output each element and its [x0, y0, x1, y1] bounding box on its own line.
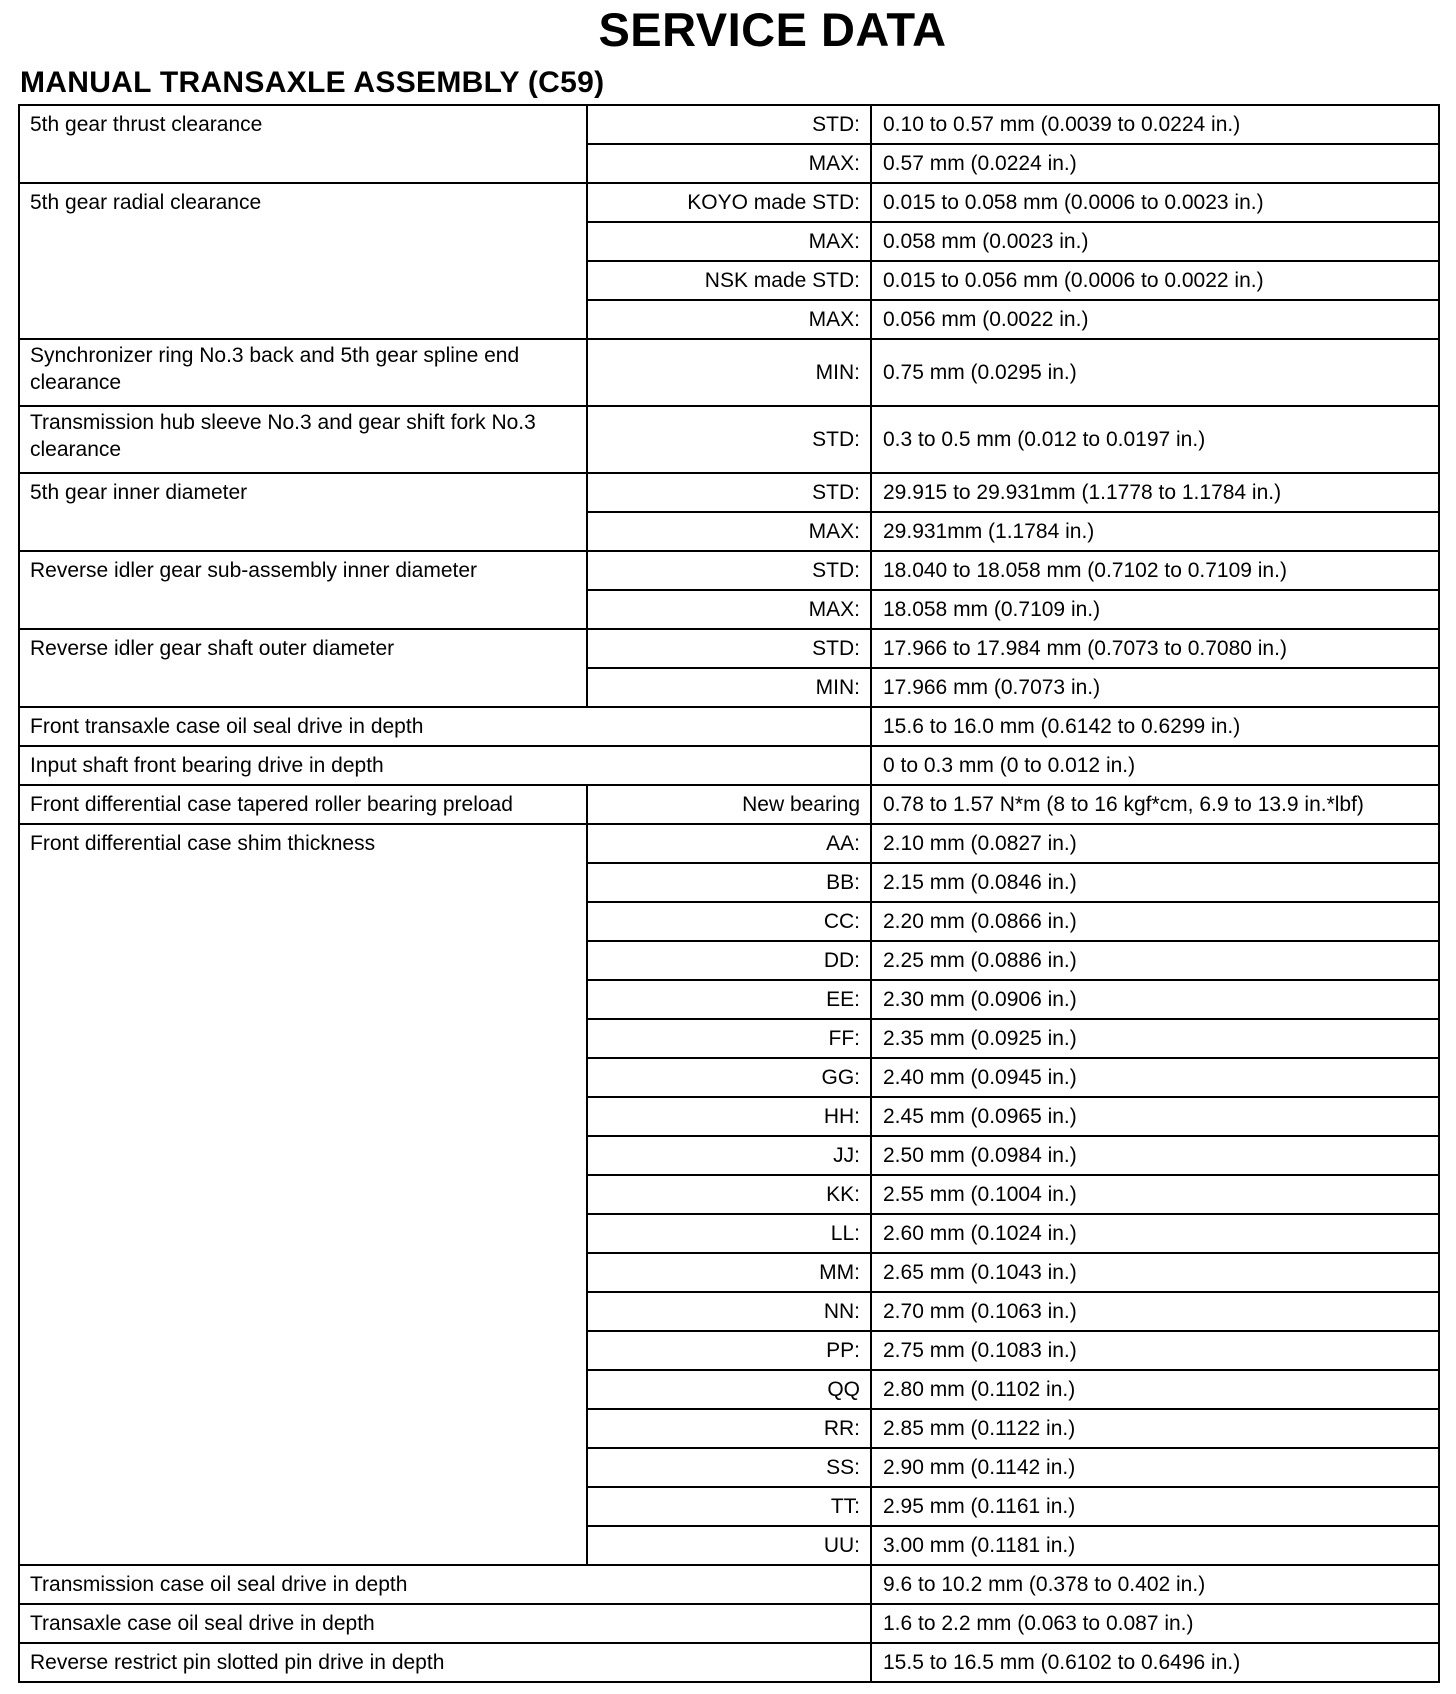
spec-item-name: Front differential case shim thickness: [19, 824, 587, 1565]
spec-item-name: Input shaft front bearing drive in depth: [19, 746, 871, 785]
spec-value: 0.57 mm (0.0224 in.): [871, 144, 1439, 183]
spec-value: 2.95 mm (0.1161 in.): [871, 1487, 1439, 1526]
spec-value: 15.5 to 16.5 mm (0.6102 to 0.6496 in.): [871, 1643, 1439, 1682]
table-row: [19, 629, 1439, 668]
spec-value: 2.55 mm (0.1004 in.): [871, 1175, 1439, 1214]
spec-condition: STD:: [587, 551, 871, 590]
spec-value: 2.30 mm (0.0906 in.): [871, 980, 1439, 1019]
spec-value: 2.60 mm (0.1024 in.): [871, 1214, 1439, 1253]
table-row: [19, 473, 1439, 512]
spec-value: 0 to 0.3 mm (0 to 0.012 in.): [871, 746, 1439, 785]
spec-condition: MAX:: [587, 300, 871, 339]
spec-condition: FF:: [587, 1019, 871, 1058]
spec-condition: MIN:: [587, 339, 871, 406]
spec-item-name: Reverse restrict pin slotted pin drive in depth: [19, 1643, 871, 1682]
spec-condition: SS:: [587, 1448, 871, 1487]
table-row: [19, 824, 1439, 863]
spec-value: 29.931mm (1.1784 in.): [871, 512, 1439, 551]
spec-value: 2.45 mm (0.0965 in.): [871, 1097, 1439, 1136]
spec-value: 0.78 to 1.57 N*m (8 to 16 kgf*cm, 6.9 to 13.9 in.*lbf): [871, 785, 1439, 824]
spec-value: 2.75 mm (0.1083 in.): [871, 1331, 1439, 1370]
spec-condition: STD:: [587, 629, 871, 668]
spec-condition: MAX:: [587, 512, 871, 551]
spec-condition: KK:: [587, 1175, 871, 1214]
spec-item-name: Reverse idler gear shaft outer diameter: [19, 629, 587, 707]
spec-condition: MAX:: [587, 222, 871, 261]
service-data-table: [18, 104, 1440, 1683]
spec-condition: EE:: [587, 980, 871, 1019]
spec-condition: CC:: [587, 902, 871, 941]
spec-value: 18.040 to 18.058 mm (0.7102 to 0.7109 in.): [871, 551, 1439, 590]
spec-value: 2.80 mm (0.1102 in.): [871, 1370, 1439, 1409]
spec-value: 17.966 to 17.984 mm (0.7073 to 0.7080 in.): [871, 629, 1439, 668]
spec-condition: UU:: [587, 1526, 871, 1565]
spec-condition: NN:: [587, 1292, 871, 1331]
spec-condition: KOYO made STD:: [587, 183, 871, 222]
spec-value: 18.058 mm (0.7109 in.): [871, 590, 1439, 629]
spec-condition: MAX:: [587, 144, 871, 183]
spec-condition: PP:: [587, 1331, 871, 1370]
spec-value: 2.50 mm (0.0984 in.): [871, 1136, 1439, 1175]
spec-value: 17.966 mm (0.7073 in.): [871, 668, 1439, 707]
spec-condition: MIN:: [587, 668, 871, 707]
table-row: [19, 707, 1439, 746]
section-title: MANUAL TRANSAXLE ASSEMBLY (C59): [20, 66, 605, 99]
spec-value: 0.75 mm (0.0295 in.): [871, 339, 1439, 406]
spec-condition: DD:: [587, 941, 871, 980]
spec-condition: HH:: [587, 1097, 871, 1136]
spec-item-name: Transmission case oil seal drive in depth: [19, 1565, 871, 1604]
spec-condition: MM:: [587, 1253, 871, 1292]
spec-value: 15.6 to 16.0 mm (0.6142 to 0.6299 in.): [871, 707, 1439, 746]
table-row: [19, 551, 1439, 590]
spec-value: 0.10 to 0.57 mm (0.0039 to 0.0224 in.): [871, 105, 1439, 144]
spec-value: 2.40 mm (0.0945 in.): [871, 1058, 1439, 1097]
spec-item-name: Front differential case tapered roller bearing preload: [19, 785, 587, 824]
spec-condition: QQ: [587, 1370, 871, 1409]
spec-value: 2.25 mm (0.0886 in.): [871, 941, 1439, 980]
spec-value: 2.65 mm (0.1043 in.): [871, 1253, 1439, 1292]
spec-item-name: Transmission hub sleeve No.3 and gear shift fork No.3 clearance: [19, 406, 587, 473]
spec-condition: AA:: [587, 824, 871, 863]
spec-value: 2.85 mm (0.1122 in.): [871, 1409, 1439, 1448]
spec-item-name: Transaxle case oil seal drive in depth: [19, 1604, 871, 1643]
table-row: [19, 1565, 1439, 1604]
spec-value: 0.056 mm (0.0022 in.): [871, 300, 1439, 339]
spec-condition: BB:: [587, 863, 871, 902]
spec-value: 29.915 to 29.931mm (1.1778 to 1.1784 in.): [871, 473, 1439, 512]
service-data-table-body: [19, 105, 1439, 1682]
spec-item-name: Synchronizer ring No.3 back and 5th gear spline end clearance: [19, 339, 587, 406]
spec-condition: RR:: [587, 1409, 871, 1448]
spec-item-name: 5th gear radial clearance: [19, 183, 587, 339]
spec-value: 2.70 mm (0.1063 in.): [871, 1292, 1439, 1331]
table-row: [19, 339, 1439, 406]
spec-condition: New bearing: [587, 785, 871, 824]
spec-item-name: 5th gear thrust clearance: [19, 105, 587, 183]
spec-value: 2.10 mm (0.0827 in.): [871, 824, 1439, 863]
spec-condition: JJ:: [587, 1136, 871, 1175]
page-title: SERVICE DATA: [598, 3, 947, 56]
spec-value: 3.00 mm (0.1181 in.): [871, 1526, 1439, 1565]
spec-value: 0.015 to 0.058 mm (0.0006 to 0.0023 in.): [871, 183, 1439, 222]
spec-item-name: Front transaxle case oil seal drive in depth: [19, 707, 871, 746]
table-row: [19, 105, 1439, 144]
spec-condition: MAX:: [587, 590, 871, 629]
spec-value: 2.90 mm (0.1142 in.): [871, 1448, 1439, 1487]
spec-value: 0.058 mm (0.0023 in.): [871, 222, 1439, 261]
spec-value: 2.20 mm (0.0866 in.): [871, 902, 1439, 941]
spec-value: 0.015 to 0.056 mm (0.0006 to 0.0022 in.): [871, 261, 1439, 300]
spec-value: 1.6 to 2.2 mm (0.063 to 0.087 in.): [871, 1604, 1439, 1643]
spec-condition: TT:: [587, 1487, 871, 1526]
spec-condition: LL:: [587, 1214, 871, 1253]
spec-condition: GG:: [587, 1058, 871, 1097]
spec-condition: STD:: [587, 473, 871, 512]
table-row: [19, 746, 1439, 785]
spec-item-name: 5th gear inner diameter: [19, 473, 587, 551]
spec-item-name: Reverse idler gear sub-assembly inner diameter: [19, 551, 587, 629]
spec-condition: STD:: [587, 406, 871, 473]
spec-value: 2.35 mm (0.0925 in.): [871, 1019, 1439, 1058]
table-row: [19, 406, 1439, 473]
spec-condition: NSK made STD:: [587, 261, 871, 300]
table-row: [19, 1604, 1439, 1643]
spec-condition: STD:: [587, 105, 871, 144]
table-row: [19, 183, 1439, 222]
spec-value: 9.6 to 10.2 mm (0.378 to 0.402 in.): [871, 1565, 1439, 1604]
spec-value: 2.15 mm (0.0846 in.): [871, 863, 1439, 902]
spec-value: 0.3 to 0.5 mm (0.012 to 0.0197 in.): [871, 406, 1439, 473]
table-row: [19, 785, 1439, 824]
table-row: [19, 1643, 1439, 1682]
